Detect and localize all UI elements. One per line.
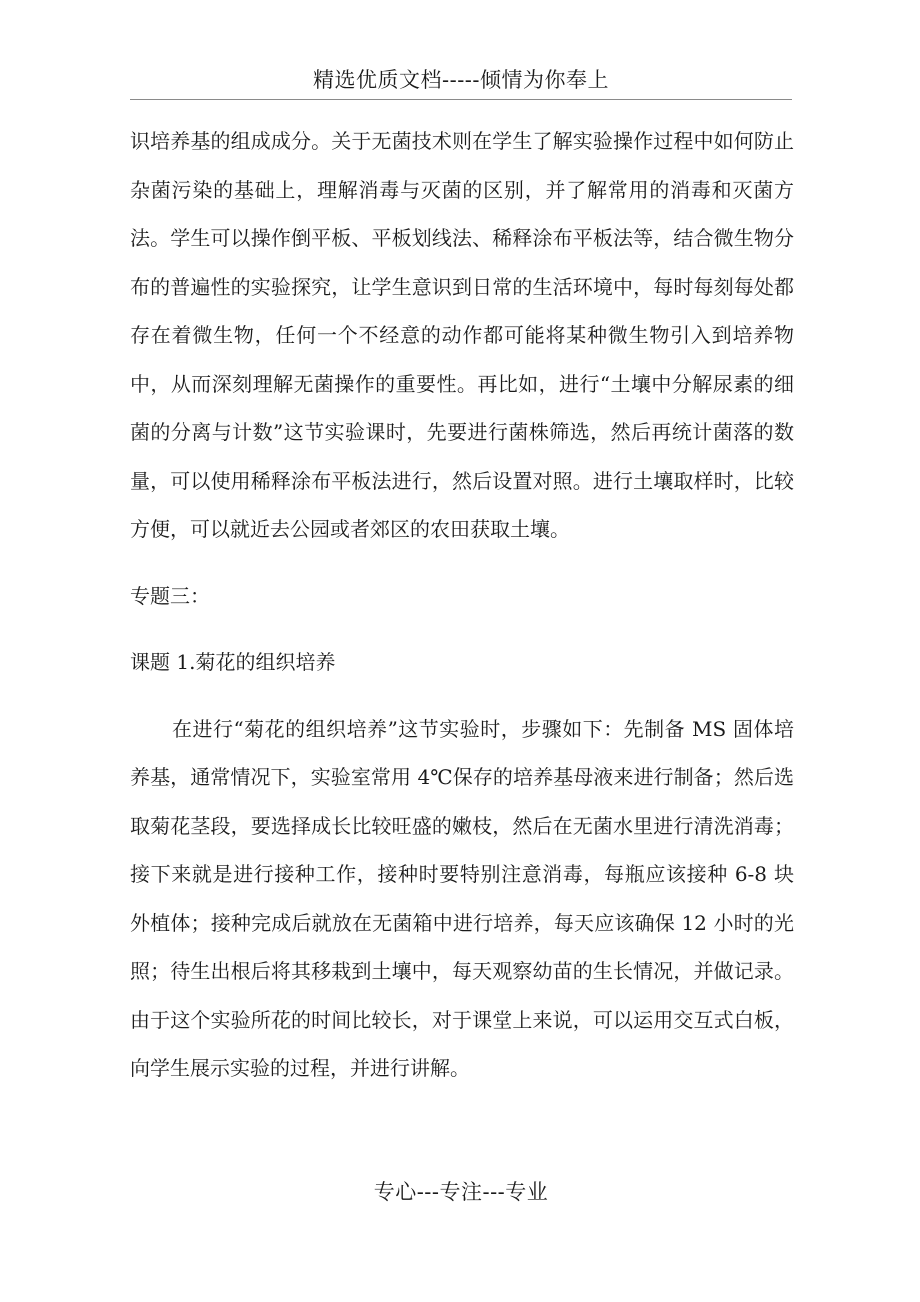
body-paragraph: 识培养基的组成成分。关于无菌技术则在学生了解实验操作过程中如何防止杂菌污染的基础上，理解消毒与灭菌的区别，并了解常用的消毒和灭菌方法。学生可以操作倒平板、平板划线法、稀释涂布平板法等，结合微生物分布的普遍性的实验探究，让学生意识到日常的生活环境中，每时每刻每处都存在着微生物，任何一个不经意的动作都可能将某种微生物引入到培养物中，从而深刻理解无菌操作的重要性。再比如，进行“土壤中分解尿素的细菌的分离与计数”这节实验课时，先要进行菌株筛选，然后再统计菌落的数量，可以使用稀释涂布平板法进行，然后设置对照。进行土壤取样时，比较方便，可以就近去公园或者郊区的农田获取土壤。 bbox=[130, 129, 794, 541]
paragraph-spacer bbox=[130, 687, 794, 705]
page-header: 精选优质文档-----倾情为你奉上 bbox=[313, 68, 609, 92]
page-footer: 专心---专注---专业 bbox=[373, 1180, 549, 1204]
section-heading: 专题三： bbox=[130, 583, 210, 608]
document-body bbox=[130, 117, 794, 1093]
header-divider bbox=[130, 99, 792, 100]
body-paragraph: 在进行“菊花的组织培养”这节实验时，步骤如下：先制备 MS 固体培养基，通常情况下，实验室常用 4℃保存的培养基母液来进行制备；然后选取菊花茎段，要选择成长比较旺盛的嫩枝，然后在无菌水里进行清洗消毒；接下来就是进行接种工作，接种时要特别注意消毒，每瓶应该接种 6-8 块外植体；接种完成后就放在无菌箱中进行培养，每天应该确保 12 小时的光照；待生出根后将其移栽到土壤中，每天观察幼苗的生长情况，并做记录。由于这个实验所花的时间比较长，对于课堂上来说，可以运用交互式白板，向学生展示实验的过程，并进行讲解。 bbox=[130, 716, 794, 1080]
paragraph-spacer bbox=[130, 620, 794, 638]
paragraph-spacer bbox=[130, 554, 794, 572]
topic-heading: 课题 1.菊花的组织培养 bbox=[130, 650, 336, 674]
